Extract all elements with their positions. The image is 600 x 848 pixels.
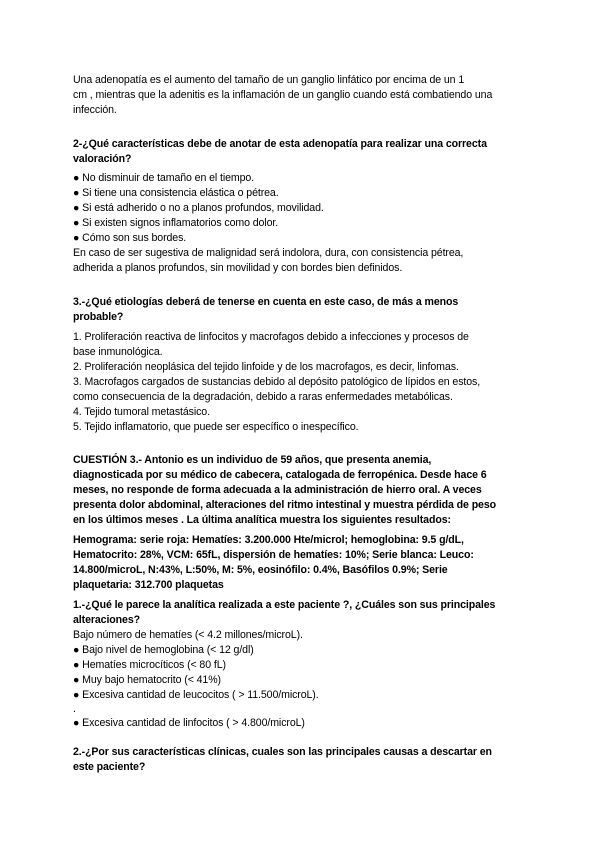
question-2-heading: 2-¿Qué características debe de anotar de esta adenopatía para realizar una correcta	[73, 138, 487, 150]
lab-results: 14.800/microL, N:43%, L:50%, M: 5%, eosinófilo: 0.4%, Basófilos 0.9%; Serie	[73, 564, 448, 576]
finding-line: .	[73, 703, 76, 715]
question-3-heading: probable?	[73, 311, 124, 323]
case-3-text: CUESTIÓN 3.- Antonio es un individuo de 59 años, que presenta anemia,	[73, 454, 432, 466]
intro-line: Una adenopatía es el aumento del tamaño de un ganglio linfático por encima de un 1	[73, 74, 465, 86]
intro-line: cm , mientras que la adenitis es la inflamación de un ganglio cuando está combatiendo una	[73, 89, 493, 101]
case-3-text: meses, no responde de forma adecuada a la administración de hierro oral. A veces	[73, 484, 482, 496]
finding-line: ● Excesiva cantidad de leucocitos ( > 11.500/microL).	[73, 689, 319, 701]
finding-line: Bajo número de hematíes (< 4.2 millones/microL).	[73, 629, 303, 641]
question-2b-heading: este paciente?	[73, 761, 146, 773]
conclusion-line: adherida a planos profundos, sin movilidad y con bordes bien definidos.	[73, 262, 403, 274]
finding-line: ● Excesiva cantidad de linfocitos ( > 4.800/microL)	[73, 717, 305, 729]
question-3-heading: 3.-¿Qué etiologías deberá de tenerse en cuenta en este caso, de más a menos	[73, 296, 459, 308]
lab-results: plaquetaria: 312.700 plaquetas	[73, 579, 224, 591]
etiology-line: 4. Tejido tumoral metastásico.	[73, 406, 210, 418]
finding-line: ● Hematíes microcíticos (< 80 fL)	[73, 659, 226, 671]
case-3-text: diagnosticada por su médico de cabecera, catalogada de ferropénica. Desde hace 6	[73, 469, 487, 481]
etiology-line: base inmunológica.	[73, 346, 163, 358]
etiology-line: 5. Tejido inflamatorio, que puede ser específico o inespecífico.	[73, 421, 359, 433]
etiology-line: 1. Proliferación reactiva de linfocitos y macrofagos debido a infecciones y procesos de	[73, 331, 469, 343]
question-1-heading: alteraciones?	[73, 614, 141, 626]
conclusion-line: En caso de ser sugestiva de malignidad será indolora, dura, con consistencia pétrea,	[73, 247, 464, 259]
lab-results: Hemograma: serie roja: Hematíes: 3.200.000 Hte/microl; hemoglobina: 9.5 g/dL,	[73, 534, 464, 546]
finding-line: ● Bajo nivel de hemoglobina (< 12 g/dl)	[73, 644, 254, 656]
lab-results: Hematocrito: 28%, VCM: 65fL, dispersión de hematíes: 10%; Serie blanca: Leuco:	[73, 549, 474, 561]
case-3-text: presenta dolor abdominal, alteraciones del ritmo intestinal y muestra pérdida de peso	[73, 499, 497, 511]
intro-line: infección.	[73, 104, 117, 116]
bullet-item: ● Cómo son sus bordes.	[73, 232, 187, 244]
question-2-heading: valoración?	[73, 153, 132, 165]
bullet-item: ● No disminuir de tamaño en el tiempo.	[73, 172, 255, 184]
etiology-line: como consecuencia de la degradación, debido a raras enfermedades metabólicas.	[73, 391, 453, 403]
case-3-text: en los últimos meses . La última analítica muestra los siguientes resultados:	[73, 514, 451, 526]
question-1-heading: 1.-¿Qué le parece la analítica realizada a este paciente ?, ¿Cuáles son sus principales	[73, 599, 496, 611]
etiology-line: 2. Proliferación neoplásica del tejido linfoide y de los macrofagos, es decir, linfomas.	[73, 361, 459, 373]
bullet-item: ● Si está adherido o no a planos profundos, movilidad.	[73, 202, 324, 214]
finding-line: ● Muy bajo hematocrito (< 41%)	[73, 674, 221, 686]
bullet-item: ● Si existen signos inflamatorios como dolor.	[73, 217, 279, 229]
bullet-item: ● Si tiene una consistencia elástica o pétrea.	[73, 187, 279, 199]
question-2b-heading: 2.-¿Por sus características clínicas, cuales son las principales causas a descartar en	[73, 746, 492, 758]
etiology-line: 3. Macrofagos cargados de sustancias debido al depósito patológico de lípidos en estos,	[73, 376, 481, 388]
